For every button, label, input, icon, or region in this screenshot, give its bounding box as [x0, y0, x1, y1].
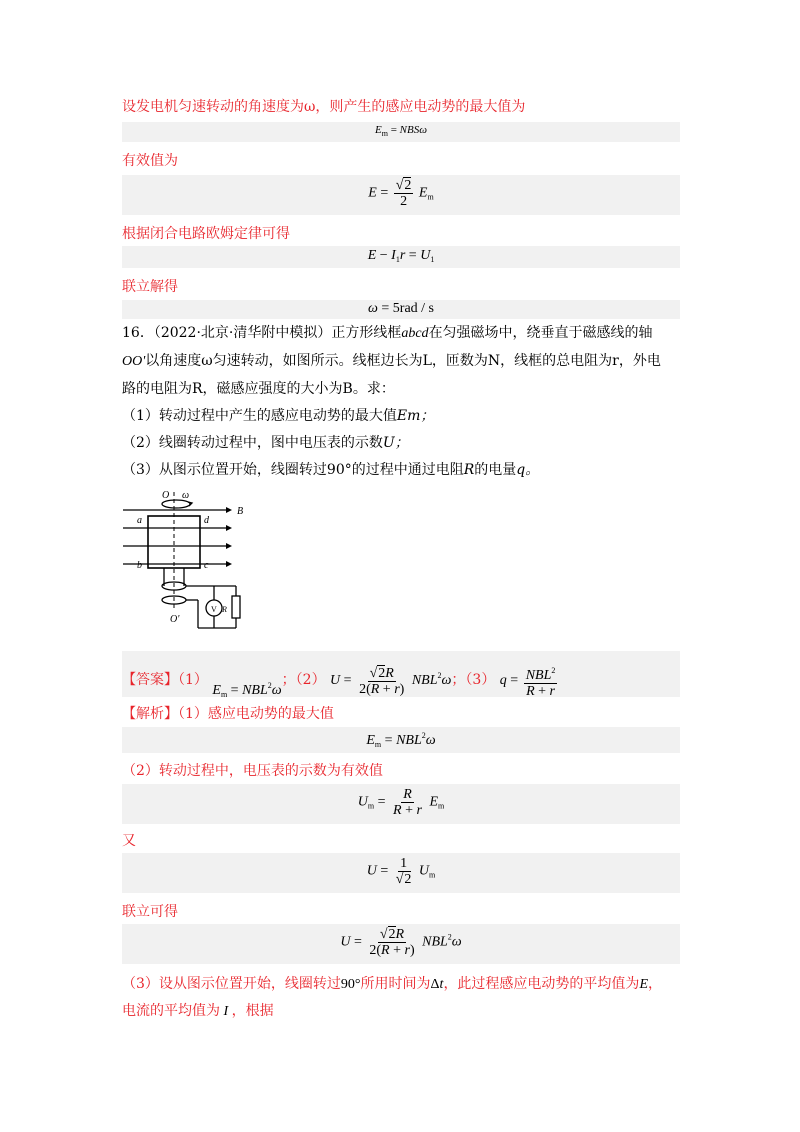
analysis-line-2: （2）转动过程中，电压表的示数为有效值 — [122, 763, 383, 779]
label-b-corner: b — [137, 560, 142, 571]
equation-em-nbsw: $E_m = NBS\omega$ — [374, 124, 427, 138]
equation-em-nbl2w: $E_m = NBL^2\omega$ — [366, 731, 436, 749]
label-o: O — [162, 490, 170, 501]
equation-bar-5 — [122, 727, 680, 753]
label-c: c — [204, 560, 209, 571]
equation-u-final: U = $\frac{√2R}{2(R + r)}$ NBL$^2$ω — [340, 927, 462, 958]
question-16-part-3: （3）从图示位置开始，线圈转过90°的过程中通过电阻R的电量q。 — [122, 462, 540, 478]
label-r: R — [222, 605, 227, 614]
label-omega: ω — [182, 490, 190, 501]
text-line-2: 有效值为 — [122, 153, 178, 169]
rotating-coil-figure — [118, 488, 258, 638]
equation-bar-7 — [122, 853, 680, 893]
answer-line: 【答案】（1） $E_m = NBL^2\omega$；（2） U = $\frac{√2R}{2(R + r)}$ NBL$^2$ω；（3） q = $\frac{NBL^2}{R + r}$ — [122, 663, 559, 699]
equation-bar-4 — [122, 300, 680, 319]
text-line-4: 联立解得 — [122, 279, 178, 295]
question-16-line-2: OO'以角速度ω匀速转动，如图所示。线框边长为L，匝数为N，线框的总电阻为r，外电 — [122, 353, 661, 369]
text-line-3: 根据闭合电路欧姆定律可得 — [122, 226, 290, 242]
analysis-line-4: 联立可得 — [122, 904, 178, 920]
question-16-line-3: 路的电阻为R，磁感应强度的大小为B。求： — [122, 381, 395, 397]
equation-bar-8 — [122, 924, 680, 964]
equation-bar-2 — [122, 175, 680, 215]
analysis-line-1: 【解析】（1）感应电动势的最大值 — [122, 706, 334, 722]
question-16-line-1: 16．（2022·北京·清华附中模拟）正方形线框abcd在匀强磁场中，绕垂直于磁感线的轴 — [122, 325, 653, 341]
equation-effective: E = $\frac{√2}{2}$ $E_m$ — [368, 178, 434, 209]
label-v: V — [211, 605, 217, 614]
equation-bar-3 — [122, 246, 680, 268]
label-a: a — [137, 515, 142, 526]
equation-bar-6 — [122, 784, 680, 824]
analysis-line-5: （3）设从图示位置开始，线圈转过90°所用时间为Δt，此过程感应电动势的平均值为E， — [122, 976, 662, 992]
answer-bar — [122, 651, 680, 700]
text-line-1: 设发电机匀速转动的角速度为ω，则产生的感应电动势的最大值为 — [122, 99, 526, 115]
equation-ohm: $E - I_1r = U_1$ — [367, 248, 435, 264]
analysis-line-6: 电流的平均值为 I ，根据 — [122, 1003, 274, 1019]
question-16-part-2: （2）线圈转动过程中，图中电压表的示数U； — [122, 435, 409, 451]
label-d: d — [204, 515, 209, 526]
label-b: B — [237, 506, 244, 517]
equation-u-from-um: U = $\frac{1}{√2}$ $U_m$ — [366, 856, 436, 887]
analysis-line-3: 又 — [122, 833, 136, 849]
equation-bar-1 — [122, 122, 680, 142]
question-16-part-1: （1）转动过程中产生的感应电动势的最大值Em； — [122, 408, 435, 424]
label-o-prime: O' — [170, 614, 180, 625]
equation-um: $U_m$ = $\frac{R}{R + r}$ $E_m$ — [357, 787, 445, 818]
equation-omega: ω = 5rad / s — [368, 301, 434, 316]
